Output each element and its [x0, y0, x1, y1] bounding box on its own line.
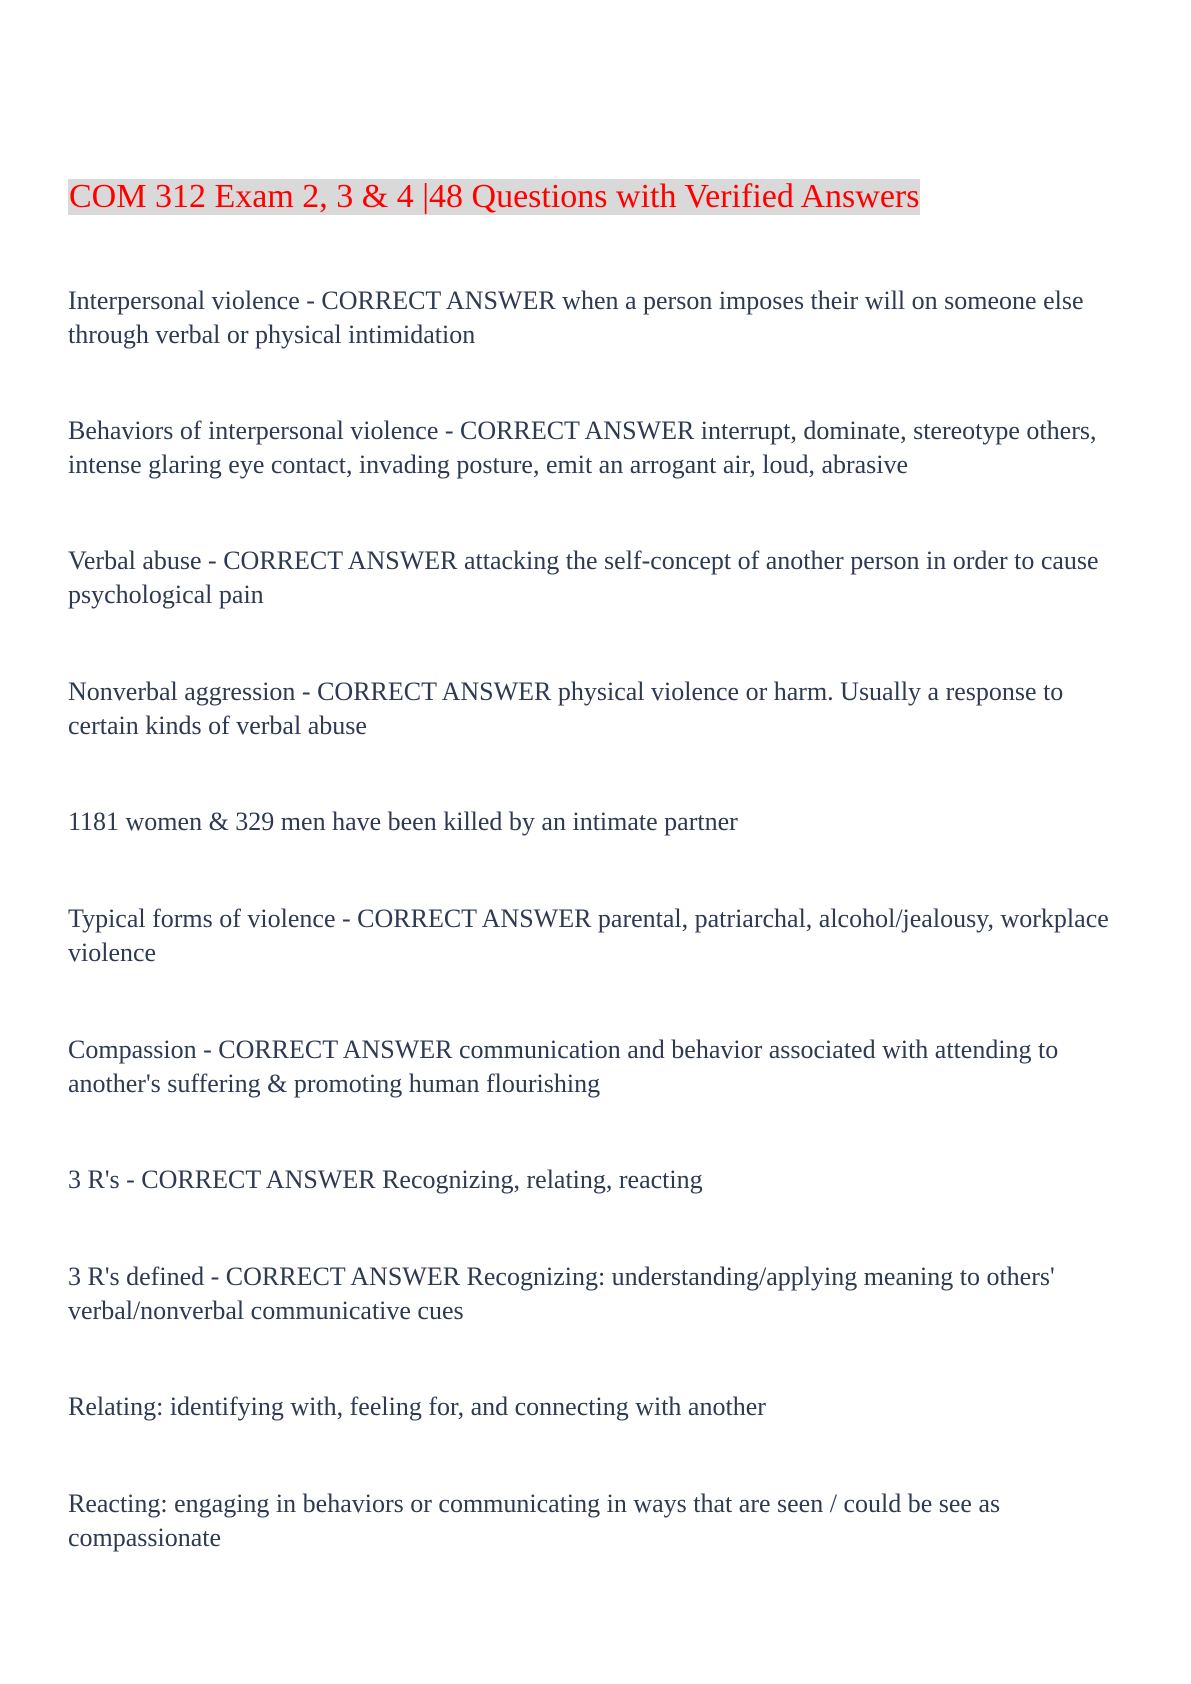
title-block	[68, 179, 920, 215]
entry-reacting: Reacting: engaging in behaviors or communicating in ways that are seen / could be see as compassionate	[68, 1489, 1001, 1552]
entry-intimate-partner-statistic: 1181 women & 329 men have been killed by an intimate partner	[68, 807, 738, 836]
entry-relating: Relating: identifying with, feeling for, and connecting with another	[68, 1392, 766, 1421]
entry-typical-forms-of-violence: Typical forms of violence - CORRECT ANSWER parental, patriarchal, alcohol/jealousy, workplace violence	[68, 904, 1109, 967]
entry-three-rs-defined: 3 R's defined - CORRECT ANSWER Recognizing: understanding/applying meaning to others' verbal/nonverbal communicative cues	[68, 1262, 1055, 1325]
entry-behaviors-of-interpersonal-violence: Behaviors of interpersonal violence - CORRECT ANSWER interrupt, dominate, stereotype others, intense glaring eye contact, invading posture, emit an arrogant air, loud, abrasive	[68, 416, 1097, 479]
entry-compassion: Compassion - CORRECT ANSWER communication and behavior associated with attending to another's suffering & promoting human flourishing	[68, 1035, 1059, 1098]
entry-three-rs: 3 R's - CORRECT ANSWER Recognizing, relating, reacting	[68, 1165, 703, 1194]
entry-verbal-abuse: Verbal abuse - CORRECT ANSWER attacking the self-concept of another person in order to cause psychological pain	[68, 546, 1099, 609]
document-title: COM 312 Exam 2, 3 & 4 |48 Questions with Verified Answers	[69, 178, 920, 215]
entry-interpersonal-violence: Interpersonal violence - CORRECT ANSWER when a person imposes their will on someone else through verbal or physical intimidation	[68, 286, 1084, 349]
entry-nonverbal-aggression: Nonverbal aggression - CORRECT ANSWER physical violence or harm. Usually a response to certain kinds of verbal abuse	[68, 677, 1064, 740]
